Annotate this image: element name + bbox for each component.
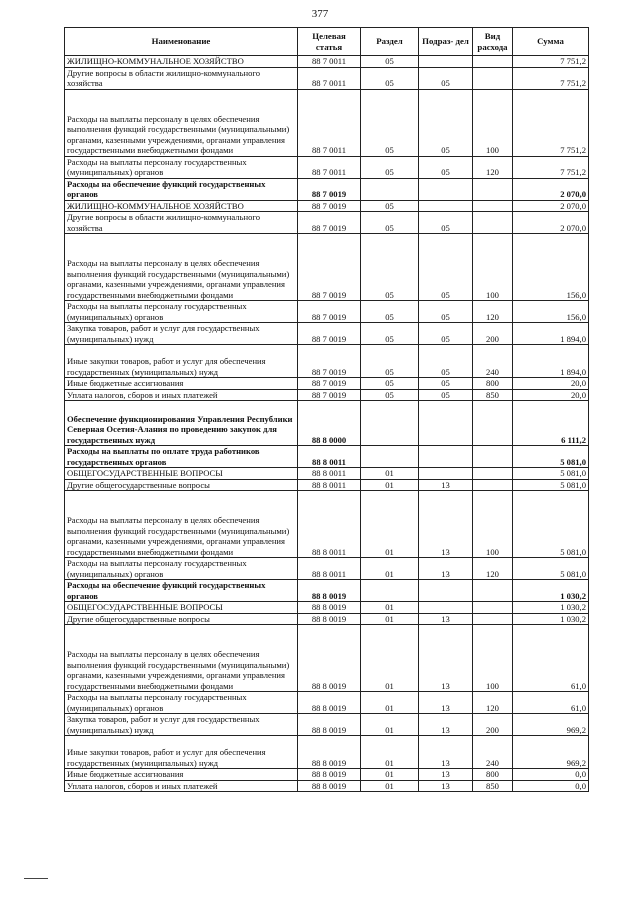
row-section-cell: 05 (361, 67, 419, 89)
row-section-cell: 01 (361, 736, 419, 769)
row-section-cell (361, 401, 419, 446)
row-subsection-cell (419, 200, 473, 212)
row-target-article-cell: 88 8 0019 (298, 580, 361, 602)
table-row (65, 558, 589, 580)
row-sum-cell: 61,0 (513, 692, 589, 714)
row-sum-cell: 5 081,0 (513, 446, 589, 468)
row-subsection-cell: 05 (419, 67, 473, 89)
table-row (65, 156, 589, 178)
row-sum-cell: 156,0 (513, 234, 589, 301)
row-sum-cell: 5 081,0 (513, 468, 589, 480)
table-row (65, 714, 589, 736)
row-expense-kind-cell: 240 (473, 345, 513, 378)
row-target-article-cell: 88 7 0019 (298, 212, 361, 234)
table-row (65, 178, 589, 200)
row-sum-cell: 7 751,2 (513, 156, 589, 178)
row-name-cell: ЖИЛИЩНО-КОММУНАЛЬНОЕ ХОЗЯЙСТВО (65, 56, 298, 68)
row-section-cell: 05 (361, 89, 419, 156)
row-sum-cell: 61,0 (513, 625, 589, 692)
row-target-article-cell: 88 7 0011 (298, 156, 361, 178)
row-expense-kind-cell (473, 56, 513, 68)
row-expense-kind-cell: 100 (473, 625, 513, 692)
row-name-cell: Уплата налогов, сборов и иных платежей (65, 780, 298, 792)
row-name-cell: Другие вопросы в области жилищно-коммунального хозяйства (65, 212, 298, 234)
row-target-article-cell: 88 7 0019 (298, 389, 361, 401)
row-name-cell: Расходы на выплаты персоналу государственных (муниципальных) органов (65, 558, 298, 580)
table-row (65, 780, 589, 792)
row-target-article-cell: 88 8 0000 (298, 401, 361, 446)
table-body (65, 56, 589, 792)
row-section-cell: 01 (361, 780, 419, 792)
table-row (65, 769, 589, 781)
row-target-article-cell: 88 7 0011 (298, 67, 361, 89)
table-row (65, 602, 589, 614)
row-sum-cell: 20,0 (513, 378, 589, 390)
row-subsection-cell (419, 178, 473, 200)
header-target-article: Целевая статья (298, 28, 361, 56)
table-row (65, 401, 589, 446)
table-row (65, 479, 589, 491)
table-row (65, 378, 589, 390)
row-sum-cell: 5 081,0 (513, 558, 589, 580)
row-section-cell: 01 (361, 491, 419, 558)
row-target-article-cell: 88 8 0019 (298, 780, 361, 792)
row-name-cell: Обеспечение функционирования Управления Республики Северная Осетия-Алания по проведению закупок для государственных нужд (65, 401, 298, 446)
row-sum-cell: 969,2 (513, 736, 589, 769)
table-row (65, 89, 589, 156)
row-name-cell: Закупка товаров, работ и услуг для государственных (муниципальных) нужд (65, 714, 298, 736)
row-subsection-cell (419, 401, 473, 446)
row-section-cell: 01 (361, 613, 419, 625)
row-section-cell: 05 (361, 56, 419, 68)
row-target-article-cell: 88 7 0019 (298, 301, 361, 323)
row-subsection-cell: 05 (419, 156, 473, 178)
row-target-article-cell: 88 8 0011 (298, 446, 361, 468)
row-expense-kind-cell: 100 (473, 491, 513, 558)
row-name-cell: Расходы на выплаты персоналу государственных (муниципальных) органов (65, 692, 298, 714)
table-row (65, 67, 589, 89)
row-section-cell: 01 (361, 479, 419, 491)
table-row (65, 301, 589, 323)
row-expense-kind-cell (473, 401, 513, 446)
row-target-article-cell: 88 8 0011 (298, 558, 361, 580)
row-expense-kind-cell: 800 (473, 378, 513, 390)
table-row (65, 323, 589, 345)
row-target-article-cell: 88 8 0011 (298, 491, 361, 558)
row-name-cell: Расходы на выплаты персоналу в целях обеспечения выполнения функций государственными (муниципальными) органами, казенными учреждениями, органами управления государственными внебюджетными фондами (65, 625, 298, 692)
table-row (65, 491, 589, 558)
table-row (65, 234, 589, 301)
row-subsection-cell: 13 (419, 613, 473, 625)
table-row (65, 692, 589, 714)
header-subsection: Подраз- дел (419, 28, 473, 56)
row-name-cell: Иные закупки товаров, работ и услуг для обеспечения государственных (муниципальных) нужд (65, 345, 298, 378)
row-sum-cell: 7 751,2 (513, 89, 589, 156)
row-expense-kind-cell: 200 (473, 323, 513, 345)
row-section-cell: 01 (361, 602, 419, 614)
table-row (65, 56, 589, 68)
row-subsection-cell: 13 (419, 491, 473, 558)
row-subsection-cell: 13 (419, 625, 473, 692)
row-target-article-cell: 88 7 0019 (298, 323, 361, 345)
row-expense-kind-cell (473, 602, 513, 614)
row-sum-cell: 1 894,0 (513, 345, 589, 378)
row-subsection-cell (419, 446, 473, 468)
row-expense-kind-cell: 800 (473, 769, 513, 781)
row-section-cell: 01 (361, 558, 419, 580)
row-sum-cell: 7 751,2 (513, 67, 589, 89)
row-name-cell: Расходы на выплаты персоналу в целях обеспечения выполнения функций государственными (муниципальными) органами, казенными учреждениями, органами управления государственными внебюджетными фондами (65, 89, 298, 156)
row-subsection-cell: 13 (419, 714, 473, 736)
header-sum: Сумма (513, 28, 589, 56)
row-subsection-cell: 13 (419, 769, 473, 781)
row-name-cell: ОБЩЕГОСУДАРСТВЕННЫЕ ВОПРОСЫ (65, 468, 298, 480)
row-subsection-cell: 05 (419, 89, 473, 156)
row-expense-kind-cell: 120 (473, 301, 513, 323)
header-expense-kind: Вид расхода (473, 28, 513, 56)
table-row (65, 625, 589, 692)
row-target-article-cell: 88 8 0011 (298, 468, 361, 480)
row-name-cell: Расходы на обеспечение функций государственных органов (65, 580, 298, 602)
row-sum-cell: 0,0 (513, 780, 589, 792)
row-name-cell: Расходы на выплаты персоналу государственных (муниципальных) органов (65, 156, 298, 178)
row-subsection-cell: 05 (419, 389, 473, 401)
row-target-article-cell: 88 7 0011 (298, 56, 361, 68)
row-subsection-cell: 13 (419, 780, 473, 792)
row-name-cell: Иные закупки товаров, работ и услуг для обеспечения государственных (муниципальных) нужд (65, 736, 298, 769)
row-subsection-cell: 13 (419, 692, 473, 714)
row-expense-kind-cell: 200 (473, 714, 513, 736)
row-target-article-cell: 88 8 0011 (298, 479, 361, 491)
row-expense-kind-cell: 100 (473, 89, 513, 156)
table-header-row (65, 28, 589, 56)
row-name-cell: Расходы на выплаты персоналу государственных (муниципальных) органов (65, 301, 298, 323)
table-row (65, 212, 589, 234)
row-section-cell: 05 (361, 301, 419, 323)
row-target-article-cell: 88 8 0019 (298, 736, 361, 769)
row-sum-cell: 0,0 (513, 769, 589, 781)
row-name-cell: Расходы на выплаты персоналу в целях обеспечения выполнения функций государственными (муниципальными) органами, казенными учреждениями, органами управления государственными внебюджетными фондами (65, 234, 298, 301)
row-name-cell: Расходы на обеспечение функций государственных органов (65, 178, 298, 200)
row-sum-cell: 1 030,2 (513, 602, 589, 614)
table-row (65, 736, 589, 769)
row-sum-cell: 20,0 (513, 389, 589, 401)
row-expense-kind-cell: 100 (473, 234, 513, 301)
row-expense-kind-cell: 120 (473, 692, 513, 714)
row-section-cell: 01 (361, 714, 419, 736)
row-expense-kind-cell: 120 (473, 558, 513, 580)
row-target-article-cell: 88 7 0019 (298, 200, 361, 212)
row-name-cell: Уплата налогов, сборов и иных платежей (65, 389, 298, 401)
row-subsection-cell (419, 580, 473, 602)
row-target-article-cell: 88 7 0019 (298, 178, 361, 200)
row-expense-kind-cell (473, 468, 513, 480)
row-subsection-cell: 05 (419, 212, 473, 234)
row-target-article-cell: 88 7 0019 (298, 345, 361, 378)
row-subsection-cell: 13 (419, 558, 473, 580)
row-section-cell: 01 (361, 769, 419, 781)
row-section-cell: 05 (361, 212, 419, 234)
row-section-cell: 01 (361, 468, 419, 480)
footer-divider (24, 878, 48, 879)
row-target-article-cell: 88 8 0019 (298, 769, 361, 781)
row-sum-cell: 2 070,0 (513, 200, 589, 212)
row-expense-kind-cell (473, 178, 513, 200)
table-row (65, 580, 589, 602)
row-section-cell: 05 (361, 378, 419, 390)
row-expense-kind-cell (473, 200, 513, 212)
page-number: 377 (311, 8, 329, 20)
row-name-cell: Другие общегосударственные вопросы (65, 479, 298, 491)
row-subsection-cell: 05 (419, 301, 473, 323)
row-subsection-cell: 13 (419, 736, 473, 769)
budget-table (64, 27, 589, 792)
row-target-article-cell: 88 8 0019 (298, 613, 361, 625)
row-expense-kind-cell: 240 (473, 736, 513, 769)
row-expense-kind-cell (473, 212, 513, 234)
row-subsection-cell: 05 (419, 323, 473, 345)
row-target-article-cell: 88 8 0019 (298, 602, 361, 614)
row-section-cell: 01 (361, 625, 419, 692)
table-row (65, 446, 589, 468)
row-expense-kind-cell (473, 67, 513, 89)
row-sum-cell: 1 030,2 (513, 613, 589, 625)
row-expense-kind-cell (473, 479, 513, 491)
table-row (65, 345, 589, 378)
row-section-cell (361, 178, 419, 200)
row-target-article-cell: 88 7 0019 (298, 234, 361, 301)
row-sum-cell: 7 751,2 (513, 56, 589, 68)
row-expense-kind-cell: 850 (473, 389, 513, 401)
row-name-cell: Другие общегосударственные вопросы (65, 613, 298, 625)
row-sum-cell: 156,0 (513, 301, 589, 323)
row-expense-kind-cell: 120 (473, 156, 513, 178)
row-target-article-cell: 88 8 0019 (298, 692, 361, 714)
row-subsection-cell (419, 468, 473, 480)
row-name-cell: Иные бюджетные ассигнования (65, 378, 298, 390)
row-sum-cell: 5 081,0 (513, 491, 589, 558)
row-subsection-cell: 05 (419, 345, 473, 378)
row-section-cell: 05 (361, 156, 419, 178)
row-subsection-cell (419, 602, 473, 614)
row-target-article-cell: 88 8 0019 (298, 714, 361, 736)
row-subsection-cell: 05 (419, 234, 473, 301)
row-section-cell (361, 446, 419, 468)
header-section: Раздел (361, 28, 419, 56)
row-name-cell: Другие вопросы в области жилищно-коммунального хозяйства (65, 67, 298, 89)
row-section-cell (361, 580, 419, 602)
row-name-cell: ОБЩЕГОСУДАРСТВЕННЫЕ ВОПРОСЫ (65, 602, 298, 614)
row-expense-kind-cell (473, 613, 513, 625)
row-name-cell: ЖИЛИЩНО-КОММУНАЛЬНОЕ ХОЗЯЙСТВО (65, 200, 298, 212)
row-section-cell: 05 (361, 323, 419, 345)
row-name-cell: Закупка товаров, работ и услуг для государственных (муниципальных) нужд (65, 323, 298, 345)
row-subsection-cell (419, 56, 473, 68)
row-expense-kind-cell (473, 580, 513, 602)
row-name-cell: Расходы на выплаты персоналу в целях обеспечения выполнения функций государственными (муниципальными) органами, казенными учреждениями, органами управления государственными внебюджетными фондами (65, 491, 298, 558)
row-sum-cell: 1 894,0 (513, 323, 589, 345)
row-name-cell: Расходы на выплаты по оплате труда работников государственных органов (65, 446, 298, 468)
table-row (65, 468, 589, 480)
header-name: Наименование (65, 28, 298, 56)
row-sum-cell: 2 070,0 (513, 178, 589, 200)
row-section-cell: 01 (361, 692, 419, 714)
row-expense-kind-cell: 850 (473, 780, 513, 792)
row-target-article-cell: 88 7 0019 (298, 378, 361, 390)
row-target-article-cell: 88 7 0011 (298, 89, 361, 156)
table-row (65, 613, 589, 625)
table-row (65, 200, 589, 212)
row-section-cell: 05 (361, 345, 419, 378)
row-sum-cell: 969,2 (513, 714, 589, 736)
row-sum-cell: 2 070,0 (513, 212, 589, 234)
row-sum-cell: 1 030,2 (513, 580, 589, 602)
row-sum-cell: 6 111,2 (513, 401, 589, 446)
row-section-cell: 05 (361, 234, 419, 301)
row-section-cell: 05 (361, 200, 419, 212)
row-target-article-cell: 88 8 0019 (298, 625, 361, 692)
row-expense-kind-cell (473, 446, 513, 468)
row-subsection-cell: 13 (419, 479, 473, 491)
table-row (65, 389, 589, 401)
row-section-cell: 05 (361, 389, 419, 401)
row-name-cell: Иные бюджетные ассигнования (65, 769, 298, 781)
row-sum-cell: 5 081,0 (513, 479, 589, 491)
row-subsection-cell: 05 (419, 378, 473, 390)
